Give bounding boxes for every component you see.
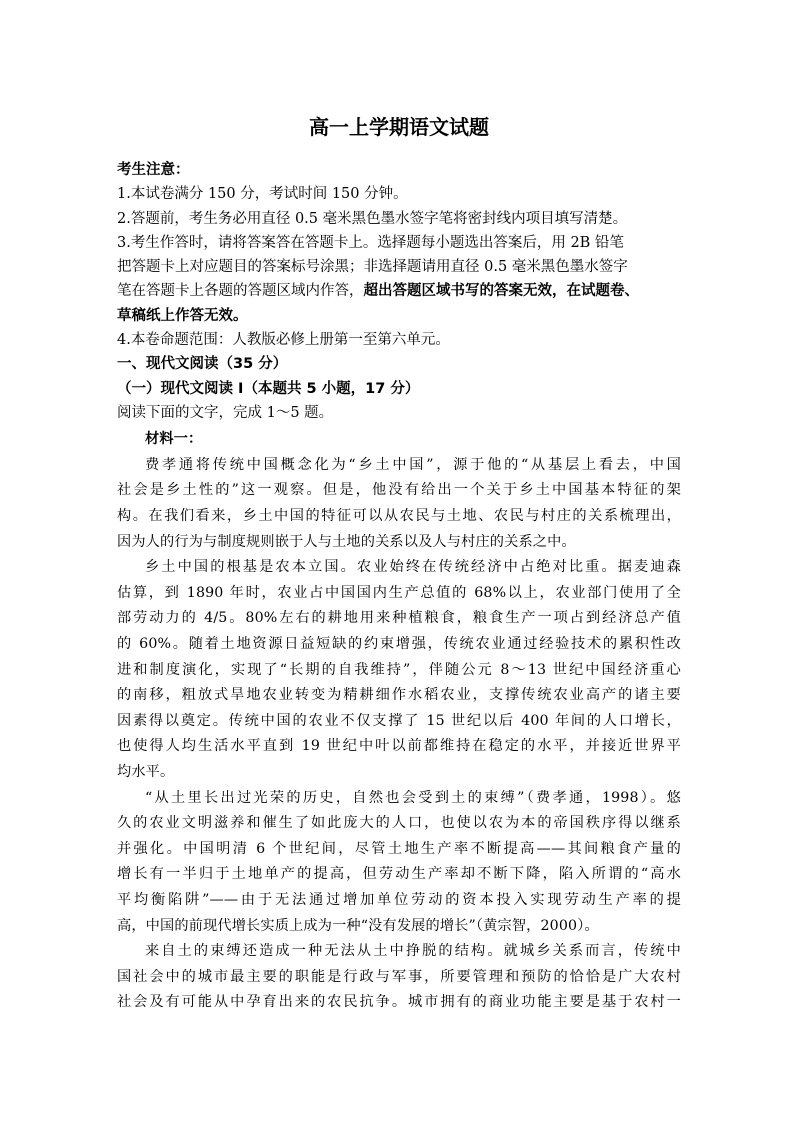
section-subheading: （一）现代文阅读 I（本题共 5 小题，17 分） — [117, 380, 420, 397]
text-line: 构。在我们看来，乡土中国的特征可以从农民与土地、农民与村庄的关系梳理出， — [117, 508, 681, 525]
text-line: 并强化。中国明清 6 个世纪间，尽管土地生产率不断提高——其间粮食产量的 — [117, 840, 681, 857]
text-line: 高，中国的前现代增长实质上成为一种“没有发展的增长”（黄宗智，2000）。 — [117, 917, 599, 934]
exam-page — [117, 112, 681, 1016]
text-line: 乡土中国的根基是农本立国。农业始终在传统经济中占绝对比重。据麦迪森 — [145, 559, 681, 576]
notice-item-3-cont2 — [117, 279, 681, 303]
text-line: 久的农业文明滋养和催生了如此庞大的人口，也使以农为本的帝国秩序得以继系 — [117, 815, 681, 832]
section-heading: 一、现代文阅读（35 分） — [117, 356, 288, 373]
text-line: 费孝通将传统中国概念化为“乡土中国”，源于他的“从基层上看去，中国 — [145, 456, 681, 473]
notice-item-1: 1.本试卷满分 150 分，考试时间 150 分钟。 — [117, 186, 408, 203]
text-line: 国社会中的城市最主要的职能是行政与军事，所要管理和预防的恰恰是广大农村 — [117, 968, 681, 985]
notice-text-plain: 笔在答题卡上各题的答题区域内作答， — [117, 283, 364, 300]
notice-heading: 考生注意： — [117, 162, 190, 178]
text-line: 均水平。 — [117, 763, 175, 780]
text-line: 因为人的行为与制度规则嵌于人与土地的关系以及人与村庄的关系之中。 — [117, 533, 576, 550]
notice-item-2: 2.答题前，考生务必用直径 0.5 毫米黑色墨水签字笔将密封线内项目填写清楚。 — [117, 210, 628, 227]
material-label: 材料一： — [145, 431, 203, 448]
notice-item-3-cont: 把答题卡上对应题目的答案标号涂黑；非选择题请用直径 0.5 毫米黑色墨水签字 — [117, 259, 628, 276]
text-line: 因素得以奠定。传统中国的农业不仅支撑了 15 世纪以后 400 年间的人口增长， — [117, 712, 681, 729]
notice-text-bold: 超出答题区域书写的答案无效，在试题卷、 — [363, 283, 639, 300]
text-line: 也使得人均生活水平直到 19 世纪中叶以前都维持在稳定的水平，并接近世界平 — [117, 738, 681, 755]
section-instruction: 阅读下面的文字，完成 1～5 题。 — [117, 404, 334, 421]
text-line: 的 60%。随着土地资源日益短缺的约束增强，传统农业通过经验技术的累积性改 — [117, 636, 681, 653]
text-line: “从土里长出过光荣的历史，自然也会受到土的束缚”（费孝通，1998）。悠 — [145, 789, 681, 806]
notice-item-3: 3.考生作答时，请将答案答在答题卡上。选择题每小题选出答案后，用 2B 铅笔 — [117, 234, 624, 251]
text-line: 的南移，粗放式旱地农业转变为精耕细作水稻农业，支撑传统农业高产的诸主要 — [117, 687, 681, 704]
material-text — [117, 427, 681, 1016]
text-line: 部劳动力的 4/5。80%左右的耕地用来种植粮食，粮食生产一项占到经济总产值 — [117, 610, 681, 627]
text-line: 社会是乡土性的”这一观察。但是，他没有给出一个关于乡土中国基本特征的架 — [117, 482, 681, 499]
text-line: 增长有一半归于土地单产的提高，但劳动生产率却不断下降，陷入所谓的“高水 — [117, 866, 681, 883]
notice-item-4: 4.本卷命题范围：人教版必修上册第一至第六单元。 — [117, 332, 450, 349]
text-line: 估算，到 1890 年时，农业占中国国内生产总值的 68%以上，农业部门使用了全 — [117, 584, 681, 601]
notice-item-3-end: 草稿纸上作答无效。 — [117, 307, 248, 324]
notice-block — [117, 158, 681, 352]
text-line: 平均衡陷阱”——由于无法通过增加单位劳动的资本投入实现劳动生产率的提 — [117, 891, 681, 908]
text-line: 来自土的束缚还造成一种无法从土中挣脱的结构。就城乡关系而言，传统中 — [145, 943, 681, 960]
text-line: 社会及有可能从中孕育出来的农民抗争。城市拥有的商业功能主要是基于农村一 — [117, 994, 681, 1011]
text-line: 进和制度演化，实现了“长期的自我维持”，伴随公元 8～13 世纪中国经济重心 — [117, 661, 681, 678]
page-title: 高一上学期语文试题 — [309, 115, 489, 139]
